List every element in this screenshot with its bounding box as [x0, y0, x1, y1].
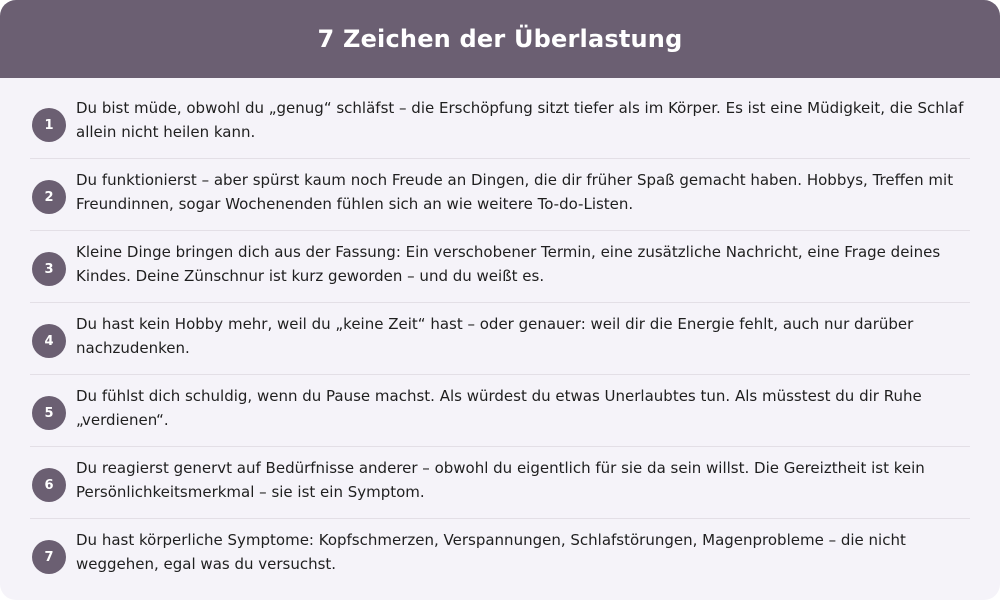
list-item	[30, 447, 970, 519]
list-item	[30, 519, 970, 591]
list-item	[30, 159, 970, 231]
number-badge: 6	[32, 468, 66, 502]
page-title: 7 Zeichen der Überlastung	[317, 25, 683, 53]
list-item	[30, 231, 970, 303]
item-text: Du hast körperliche Symptome: Kopfschmerzen, Verspannungen, Schlafstörungen, Magenprobleme – die nicht weggehen, egal was du versuchst.	[76, 531, 906, 573]
item-text: Du hast kein Hobby mehr, weil du „keine Zeit“ hast – oder genauer: weil dir die Energie fehlt, auch nur darüber nachzudenken.	[76, 315, 914, 357]
number-badge: 7	[32, 540, 66, 574]
list-item	[30, 303, 970, 375]
item-text: Du funktionierst – aber spürst kaum noch Freude an Dingen, die dir früher Spaß gemacht haben. Hobbys, Treffen mit Freundinnen, sogar Wochenenden fühlen sich an wie weitere To-do-Listen.	[76, 171, 954, 213]
item-text: Kleine Dinge bringen dich aus der Fassung: Ein verschobener Termin, eine zusätzliche Nachricht, eine Frage deines Kindes. Deine Zünschnur ist kurz geworden – und du weißt es.	[76, 243, 941, 285]
number-badge: 5	[32, 396, 66, 430]
signs-list	[30, 87, 970, 591]
list-item	[30, 87, 970, 159]
number-badge: 4	[32, 324, 66, 358]
header-bar	[0, 0, 1000, 78]
item-text: Du fühlst dich schuldig, wenn du Pause machst. Als würdest du etwas Unerlaubtes tun. Als müsstest du dir Ruhe „verdienen“.	[76, 387, 922, 429]
list-item	[30, 375, 970, 447]
item-text: Du reagierst genervt auf Bedürfnisse anderer – obwohl du eigentlich für sie da sein willst. Die Gereiztheit ist kein Persönlichkeitsmerkmal – sie ist ein Symptom.	[76, 459, 925, 501]
number-badge: 2	[32, 180, 66, 214]
number-badge: 1	[32, 108, 66, 142]
item-text: Du bist müde, obwohl du „genug“ schläfst – die Erschöpfung sitzt tiefer als im Körper. Es ist eine Müdigkeit, die Schlaf allein nicht heilen kann.	[76, 99, 964, 141]
number-badge: 3	[32, 252, 66, 286]
